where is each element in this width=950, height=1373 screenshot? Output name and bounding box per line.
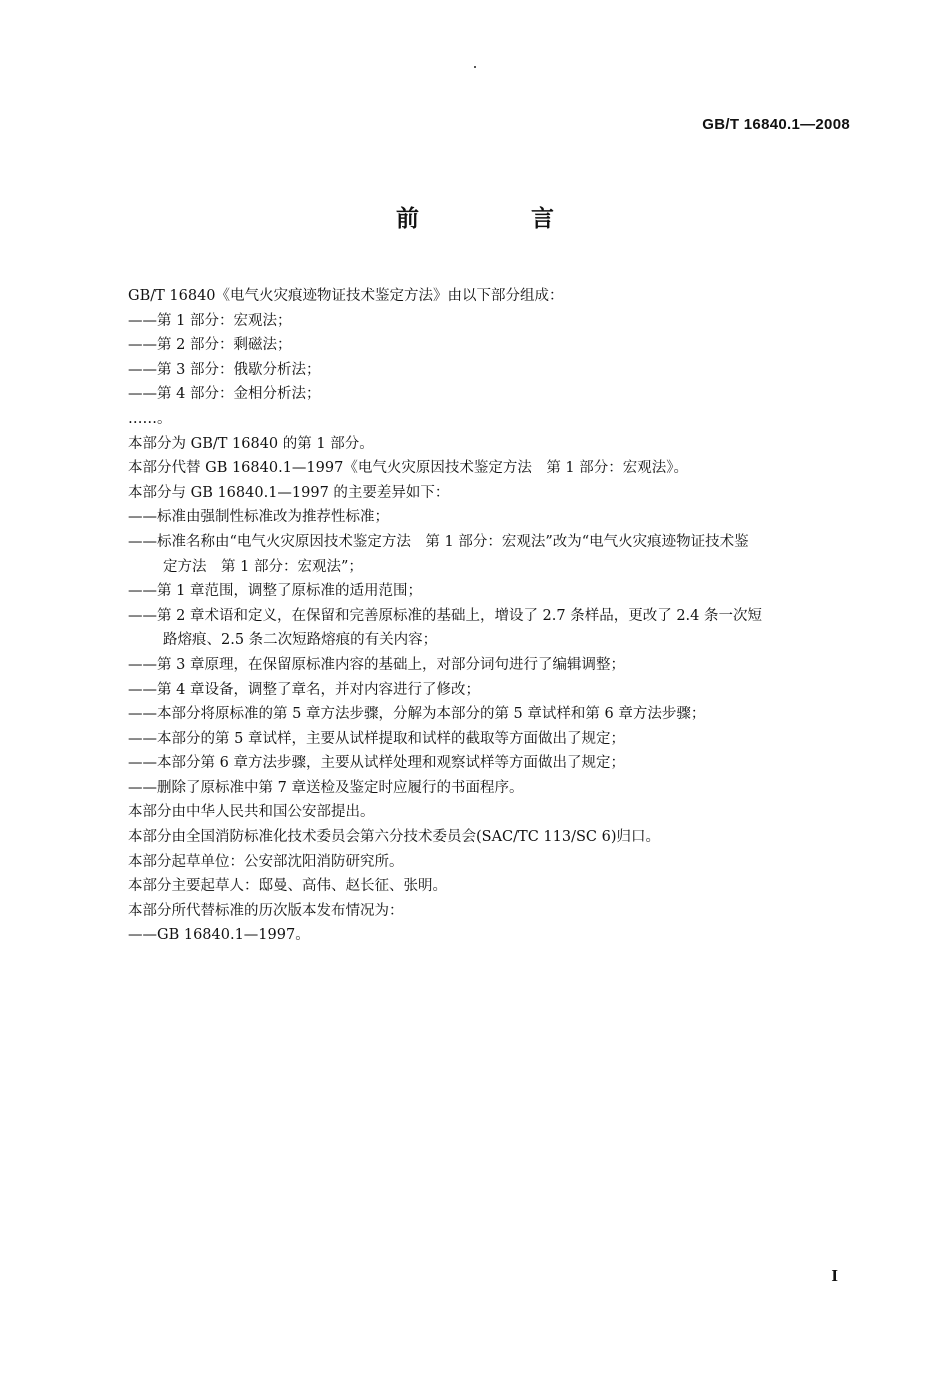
line-part-2: ——第 2 部分：剩磁法； bbox=[128, 337, 292, 354]
line-proposed-by: 本部分由中华人民共和国公安部提出。 bbox=[128, 804, 375, 821]
line-history-1: ——GB 16840.1—1997。 bbox=[128, 927, 310, 944]
line-composition-intro: GB/T 16840《电气火灾痕迹物证技术鉴定方法》由以下部分组成： bbox=[128, 288, 564, 304]
line-this-part: 本部分为 GB/T 16840 的第 1 部分。 bbox=[128, 435, 374, 452]
line-diff-5: ——第 3 章原理，在保留原标准内容的基础上，对部分词句进行了编辑调整； bbox=[128, 656, 625, 673]
line-diff-4-cont: 路熔痕、2.5 条二次短路熔痕的有关内容； bbox=[163, 632, 438, 649]
line-diff-9: ——本部分第 6 章方法步骤，主要从试样处理和观察试样等方面做出了规定； bbox=[128, 755, 625, 772]
line-part-3: ——第 3 部分：俄歇分析法； bbox=[128, 361, 321, 378]
line-differences-intro: 本部分与 GB 16840.1—1997 的主要差异如下： bbox=[128, 484, 450, 501]
foreword-body bbox=[128, 284, 858, 948]
line-part-4: ——第 4 部分：金相分析法； bbox=[128, 386, 321, 403]
line-diff-10: ——删除了原标准中第 7 章送检及鉴定时应履行的书面程序。 bbox=[128, 779, 524, 796]
line-diff-8: ——本部分的第 5 章试样，主要从试样提取和试样的截取等方面做出了规定； bbox=[128, 730, 625, 747]
line-diff-1: ——标准由强制性标准改为推荐性标准； bbox=[128, 509, 389, 526]
line-diff-3: ——第 1 章范围，调整了原标准的适用范围； bbox=[128, 583, 422, 600]
line-drafting-unit: 本部分起草单位：公安部沈阳消防研究所。 bbox=[128, 853, 404, 870]
line-replaces: 本部分代替 GB 16840.1—1997《电气火灾原因技术鉴定方法 第 1 部分：宏观法》。 bbox=[128, 460, 689, 477]
line-diff-6: ——第 4 章设备，调整了章名，并对内容进行了修改； bbox=[128, 681, 480, 698]
page-number: I bbox=[831, 1266, 838, 1285]
line-history-intro: 本部分所代替标准的历次版本发布情况为： bbox=[128, 902, 404, 919]
standard-code-header: GB/T 16840.1—2008 bbox=[702, 116, 850, 133]
line-drafters: 本部分主要起草人：邸曼、高伟、赵长征、张明。 bbox=[128, 878, 447, 895]
line-technical-committee: 本部分由全国消防标准化技术委员会第六分技术委员会(SAC/TC 113/SC 6)归口。 bbox=[128, 829, 660, 846]
line-diff-2: ——标准名称由“电气火灾原因技术鉴定方法 第 1 部分：宏观法”改为“电气火灾痕迹物证技术鉴 bbox=[128, 533, 749, 550]
line-ellipsis: ……。 bbox=[128, 410, 172, 427]
page-title: 前 言 bbox=[395, 206, 606, 232]
line-part-1: ——第 1 部分：宏观法； bbox=[128, 312, 292, 329]
line-diff-2-cont: 定方法 第 1 部分：宏观法”； bbox=[163, 558, 363, 575]
line-diff-4: ——第 2 章术语和定义，在保留和完善原标准的基础上，增设了 2.7 条样品，更改了 2.4 条一次短 bbox=[128, 607, 762, 624]
scan-speck bbox=[474, 66, 476, 68]
line-diff-7: ——本部分将原标准的第 5 章方法步骤，分解为本部分的第 5 章试样和第 6 章方法步骤； bbox=[128, 706, 706, 723]
